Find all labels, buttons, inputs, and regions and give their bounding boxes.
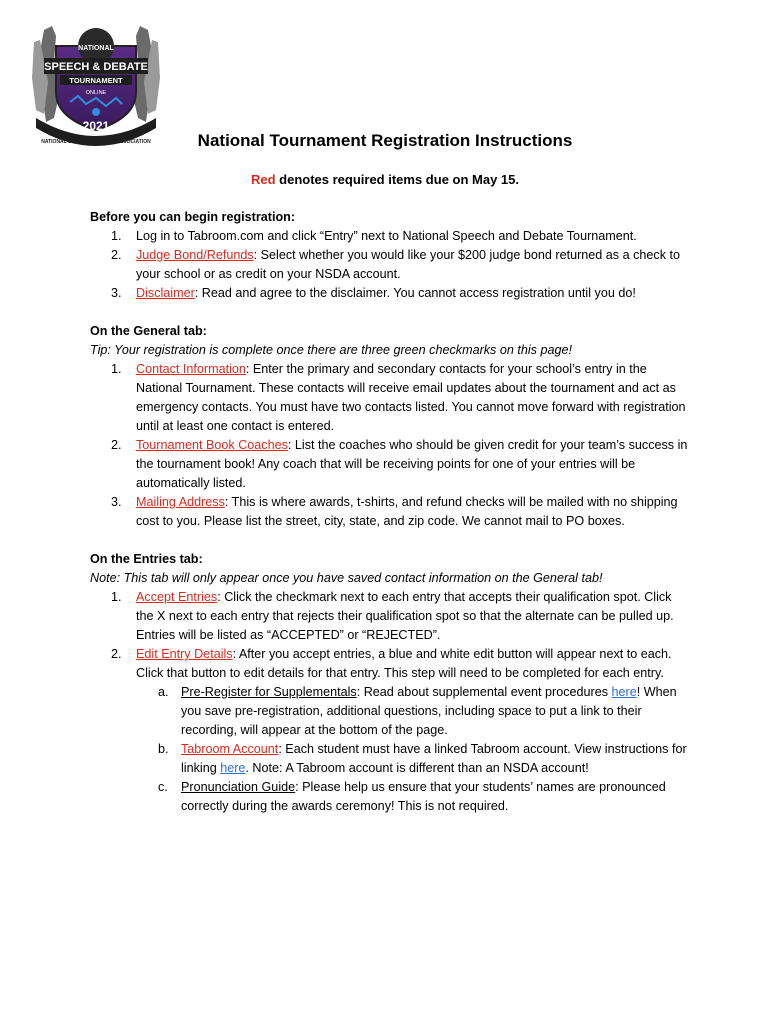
- item-number: 2.: [111, 248, 122, 262]
- item-text: : List the coaches who should be given credit for your team’s success in the tournament book! Any coach that will be receiving points for one of your entries will be automatically listed.: [136, 438, 688, 490]
- subtitle-rest: denotes required items due on May 15.: [275, 172, 519, 187]
- edit-entry-details-link[interactable]: Edit Entry Details: [136, 647, 233, 661]
- list-item: [90, 645, 690, 683]
- before-heading: Before you can begin registration:: [90, 210, 296, 224]
- item-text: : Read and agree to the disclaimer. You cannot access registration until you do!: [194, 286, 636, 300]
- item-number: 3.: [111, 495, 122, 509]
- before-list: [90, 227, 690, 303]
- item-number: 2.: [111, 647, 122, 661]
- nsda-tournament-logo: [26, 22, 166, 147]
- item-number: 3.: [111, 286, 122, 300]
- item-text: : Read about supplemental event procedures: [356, 685, 612, 699]
- item-number: 1.: [111, 229, 122, 243]
- page-title: National Tournament Registration Instructions: [197, 131, 573, 150]
- disclaimer-link[interactable]: Disclaimer: [136, 286, 195, 300]
- sub-list-item: [90, 683, 690, 740]
- sub-list-item: [90, 778, 690, 816]
- logo-sub-text: ONLINE: [85, 90, 107, 96]
- instructions-body: [90, 208, 690, 816]
- general-list: [90, 360, 690, 531]
- entries-sublist: [90, 683, 690, 816]
- logo-main-line2: TOURNAMENT: [69, 76, 123, 85]
- logo-year: 2021: [82, 119, 110, 133]
- general-tip: Tip: Your registration is complete once there are three green checkmarks on this page!: [90, 343, 572, 357]
- item-text: : Each student must have a linked Tabroom account. View instructions for linking: [181, 742, 687, 775]
- tournament-book-coaches-link[interactable]: Tournament Book Coaches: [136, 438, 288, 452]
- logo-arc-text: NATIONAL SPEECH & DEBATE ASSOCIATION: [41, 139, 151, 145]
- pre-register-supplementals-label: Pre-Register for Supplementals: [181, 685, 357, 699]
- item-text: . Note: A Tabroom account is different than an NSDA account!: [245, 761, 589, 775]
- page-subtitle: [0, 172, 770, 187]
- list-item: [90, 284, 690, 303]
- list-item: [90, 436, 690, 493]
- item-number: 1.: [111, 590, 122, 604]
- sub-item-letter: a.: [158, 685, 169, 699]
- list-item: [90, 246, 690, 284]
- item-number: 2.: [111, 438, 122, 452]
- item-text: : After you accept entries, a blue and white edit button will appear next to each. Click that button to edit details for that entry. This step will need to be completed for each entry.: [136, 647, 672, 680]
- list-item: [90, 227, 690, 246]
- linking-here-link[interactable]: here: [220, 761, 246, 775]
- mailing-address-link[interactable]: Mailing Address: [136, 495, 225, 509]
- general-heading: On the General tab:: [90, 324, 207, 338]
- sub-list-item: [90, 740, 690, 778]
- item-text: : This is where awards, t-shirts, and refund checks will be mailed with no shipping cost to you. Please list the street, city, state, and zip code. We cannot mail to PO boxes.: [136, 495, 678, 528]
- judge-bond-refunds-link[interactable]: Judge Bond/Refunds: [136, 248, 254, 262]
- logo-top-text: NATIONAL: [78, 45, 114, 52]
- contact-information-link[interactable]: Contact Information: [136, 362, 246, 376]
- entries-list: [90, 588, 690, 683]
- supplementals-here-link[interactable]: here: [611, 685, 637, 699]
- item-text: : Please help us ensure that your students’ names are pronounced correctly during the awards ceremony! This is not required.: [181, 780, 666, 813]
- item-number: 1.: [111, 362, 122, 376]
- item-text: : Click the checkmark next to each entry that accepts their qualification spot. Click the X next to each entry that rejects their qualification spot so that the alternate can be pulled up. Entries will be listed as “ACCEPTED” or “REJECTED”.: [136, 590, 674, 642]
- list-item: [90, 588, 690, 645]
- list-item: [90, 493, 690, 531]
- item-text: Log in to Tabroom.com and click “Entry” next to National Speech and Debate Tournament.: [136, 229, 637, 243]
- entries-note: Note: This tab will only appear once you have saved contact information on the General tab!: [90, 571, 603, 585]
- tabroom-account-link[interactable]: Tabroom Account: [181, 742, 279, 756]
- item-text: : Select whether you would like your $200 judge bond returned as a check to your school or as credit on your NSDA account.: [136, 248, 680, 281]
- pronunciation-guide-label: Pronunciation Guide: [181, 780, 296, 794]
- sub-item-letter: c.: [158, 780, 168, 794]
- logo-main-line1: SPEECH & DEBATE: [44, 61, 148, 73]
- item-text: ! When you save pre-registration, additional questions, including space to put a link to their recording, will appear at the bottom of the page.: [181, 685, 677, 737]
- item-text: : Enter the primary and secondary contacts for your school’s entry in the National Tournament. These contacts will receive email updates about the tournament and act as emergency contacts. You must have two contacts listed. You cannot move forward with registration until at least one contact is entered.: [136, 362, 686, 433]
- sub-item-letter: b.: [158, 742, 169, 756]
- required-color-word: Red: [250, 172, 276, 187]
- entries-heading: On the Entries tab:: [90, 552, 203, 566]
- accept-entries-link[interactable]: Accept Entries: [136, 590, 218, 604]
- list-item: [90, 360, 690, 436]
